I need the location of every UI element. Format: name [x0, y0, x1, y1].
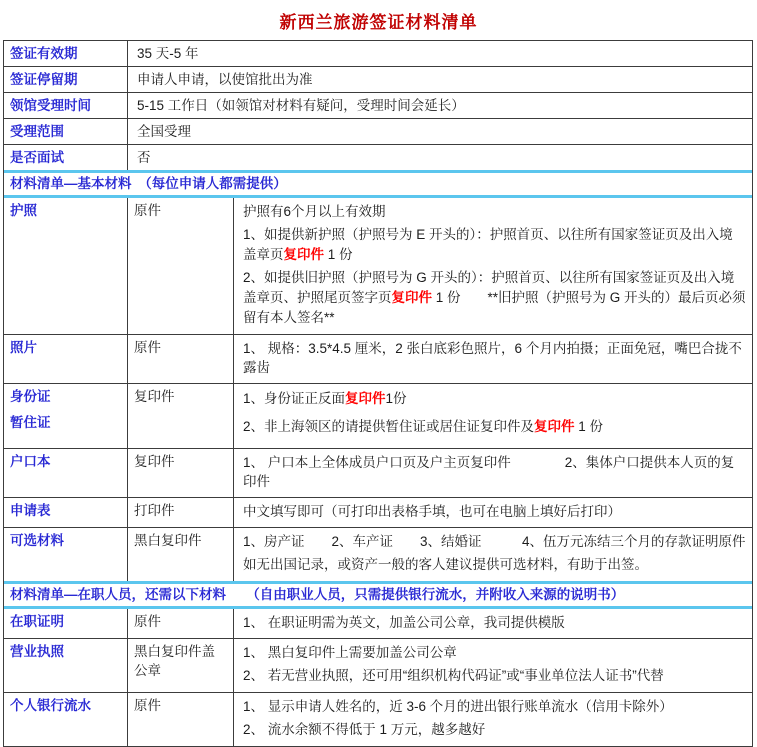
material-type: 原件 — [128, 609, 234, 638]
info-row — [4, 118, 752, 144]
desc-line — [243, 643, 746, 662]
material-label — [4, 639, 128, 692]
material-row — [4, 527, 752, 581]
material-type: 打印件 — [128, 498, 234, 527]
text-segment: 1份 — [385, 391, 407, 406]
material-description — [234, 528, 752, 581]
desc-line — [243, 555, 746, 574]
material-label-line: 身份证 — [10, 389, 51, 404]
material-type: 复印件 — [128, 449, 234, 497]
material-description — [234, 498, 752, 527]
material-label — [4, 528, 128, 581]
desc-line — [243, 502, 746, 521]
text-segment: 1、身份证正反面 — [243, 391, 346, 406]
desc-line — [243, 225, 746, 265]
text-segment: 1、 显示申请人姓名的，近 3-6 个月的进出银行账单流水（信用卡除外） — [243, 699, 673, 714]
material-row — [4, 334, 752, 383]
material-label — [4, 449, 128, 497]
material-label-line: 可选材料 — [10, 533, 64, 548]
material-label-line: 营业执照 — [10, 644, 64, 659]
material-label-line: 户口本 — [10, 454, 51, 469]
text-segment: 2、 流水余额不得低于 1 万元，越多越好 — [243, 722, 486, 737]
material-row — [4, 609, 752, 638]
material-description — [234, 198, 752, 334]
info-label: 签证停留期 — [4, 67, 128, 92]
desc-line — [243, 339, 746, 377]
text-segment: 1、 规格：3.5*4.5 厘米，2 张白底彩色照片，6 个月内拍摄；正面免冠，嘴巴合拢不露齿 — [243, 341, 742, 375]
material-label-line: 照片 — [10, 340, 37, 355]
section-header-row — [4, 170, 752, 198]
material-label — [4, 384, 128, 448]
desc-line — [243, 666, 746, 685]
material-label — [4, 335, 128, 383]
material-type: 黑白复印件 — [128, 528, 234, 581]
material-label-line: 暂住证 — [10, 415, 51, 430]
desc-line — [243, 613, 746, 632]
material-label-line: 护照 — [10, 203, 37, 218]
material-description — [234, 449, 752, 497]
material-label — [4, 693, 128, 746]
emphasis-text: 复印件 — [345, 391, 386, 406]
material-label — [4, 609, 128, 638]
text-segment: 1、房产证 2、车产证 3、结婚证 4、伍万元冻结三个月的存款证明原件 — [243, 534, 746, 549]
info-row — [4, 41, 752, 66]
material-description — [234, 609, 752, 638]
material-type: 原件 — [128, 693, 234, 746]
visa-materials-table — [3, 40, 753, 747]
info-value: 5-15 工作日（如领馆对材料有疑问，受理时间会延长） — [137, 98, 465, 113]
info-label: 受理范围 — [4, 119, 128, 144]
material-row — [4, 448, 752, 497]
text-segment: 护照有6个月以上有效期 — [243, 204, 386, 219]
emphasis-text: 复印件 — [391, 290, 432, 305]
info-label: 是否面试 — [4, 145, 128, 170]
text-segment: 1、 在职证明需为英文，加盖公司公章，我司提供模版 — [243, 615, 565, 630]
info-value: 否 — [137, 150, 151, 165]
material-row — [4, 497, 752, 527]
text-segment: 2、非上海领区的请提供暂住证或居住证复印件及 — [243, 419, 535, 434]
material-label-line: 申请表 — [10, 503, 51, 518]
info-label: 领馆受理时间 — [4, 93, 128, 118]
material-row — [4, 692, 752, 746]
material-type: 黑白复印件盖公章 — [128, 639, 234, 692]
text-segment: 中文填写即可（可打印出表格手填，也可在电脑上填好后打印） — [243, 504, 621, 519]
material-label — [4, 498, 128, 527]
info-row — [4, 92, 752, 118]
info-value: 全国受理 — [137, 124, 191, 139]
info-row — [4, 66, 752, 92]
material-type: 原件 — [128, 198, 234, 334]
material-label-line: 个人银行流水 — [10, 698, 91, 713]
material-row — [4, 198, 752, 334]
desc-line — [243, 268, 746, 328]
info-label: 签证有效期 — [4, 41, 128, 66]
material-type: 原件 — [128, 335, 234, 383]
text-segment: 1、 黑白复印件上需要加盖公司公章 — [243, 645, 457, 660]
material-description — [234, 639, 752, 692]
section-header-label: 材料清单—在职人员，还需以下材料 （自由职业人员，只需提供银行流水，并附收入来源的说明书） — [10, 587, 625, 602]
section-header-label: 材料清单—基本材料 （每位申请人都需提供） — [10, 176, 287, 191]
desc-line — [243, 720, 746, 739]
emphasis-text: 复印件 — [283, 247, 324, 262]
text-segment: 1 份 **旧护照（护照号为 G 开头的）最后页必须留有本人签名** — [243, 290, 746, 325]
desc-line — [243, 453, 746, 491]
text-segment: 2、 若无营业执照，还可用“组织机构代码证”或“事业单位法人证书”代替 — [243, 668, 664, 683]
page-title: 新西兰旅游签证材料清单 — [279, 13, 478, 33]
material-description — [234, 384, 752, 448]
material-description — [234, 335, 752, 383]
desc-line — [243, 697, 746, 716]
desc-line — [243, 532, 746, 551]
desc-line — [243, 417, 746, 436]
desc-line — [243, 202, 746, 222]
material-description — [234, 693, 752, 746]
section-header-row — [4, 581, 752, 609]
text-segment: 1、如提供新护照（护照号为 E 开头的）：护照首页、以往所有国家签证页及出入境盖章页 — [243, 227, 733, 262]
material-label-line: 在职证明 — [10, 614, 64, 629]
material-label — [4, 198, 128, 334]
info-value: 35 天-5 年 — [137, 46, 199, 61]
text-segment: 如无出国记录，或资产一般的客人建议提供可选材料，有助于出签。 — [243, 557, 648, 572]
desc-line — [243, 389, 746, 408]
material-row — [4, 638, 752, 692]
text-segment: 1、 户口本上全体成员户口页及户主页复印件 2、集体户口提供本人页的复印件 — [243, 455, 735, 489]
material-row — [4, 383, 752, 448]
text-segment: 2、如提供旧护照（护照号为 G 开头的）：护照首页、以往所有国家签证页及出入境盖章页、护照尾页签字页 — [243, 270, 735, 305]
info-value: 申请人申请，以使馆批出为准 — [137, 72, 313, 87]
text-segment: 1 份 — [574, 419, 604, 434]
material-type: 复印件 — [128, 384, 234, 448]
emphasis-text: 复印件 — [534, 419, 575, 434]
info-row — [4, 144, 752, 170]
text-segment: 1 份 — [324, 247, 353, 262]
